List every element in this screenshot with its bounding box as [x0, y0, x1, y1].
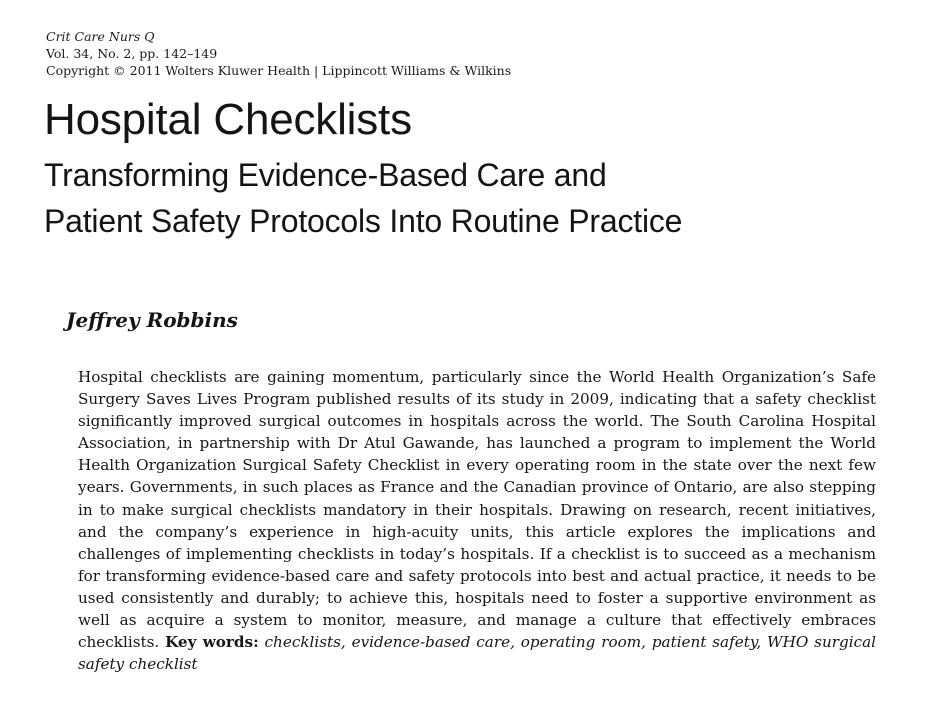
- abstract: [78, 366, 876, 675]
- journal-volume-line: Vol. 34, No. 2, pp. 142–149: [46, 46, 218, 61]
- journal-header: [46, 28, 511, 79]
- article-title: Hospital Checklists: [44, 95, 412, 144]
- author-name: Jeffrey Robbins: [66, 308, 238, 332]
- copyright-line: Copyright © 2011 Wolters Kluwer Health | Lippincott Williams & Wilkins: [46, 63, 512, 78]
- article-subtitle: Transforming Evidence-Based Care and Patient Safety Protocols Into Routine Practice: [44, 157, 683, 239]
- title-block: [44, 92, 864, 244]
- keywords-label: Key words:: [165, 633, 259, 652]
- journal-name: Crit Care Nurs Q: [46, 29, 155, 44]
- abstract-text: Hospital checklists are gaining momentum, particularly since the World Health Organization’s Safe Surgery Saves Lives Program published results of its study in 2009, indicating that a safety checklist significantly improved surgical outcomes in hospitals across the world. The South Carolina Hospital Association, in partnership with Dr Atul Gawande, has launched a program to implement the World Health Organization Surgical Safety Checklist in every operating room in the state over the next few years. Governments, in such places as France and the Canadian province of Ontario, are also stepping in to make surgical checklists mandatory in their hospitals. Drawing on research, recent initiatives, and the company’s experience in high-acuity units, this article explores the implications and challenges of implementing checklists in today’s hospitals. If a checklist is to succeed as a mechanism for transforming evidence-based care and safety protocols into best and actual practice, it needs to be used consistently and durably; to achieve this, hospitals need to foster a supportive environment as well as acquire a system to monitor, measure, and manage a culture that effectively embraces checklists.: [78, 368, 876, 652]
- keywords-list: checklists, evidence-based care, operating room, patient safety, WHO surgical safety checklist: [78, 633, 877, 674]
